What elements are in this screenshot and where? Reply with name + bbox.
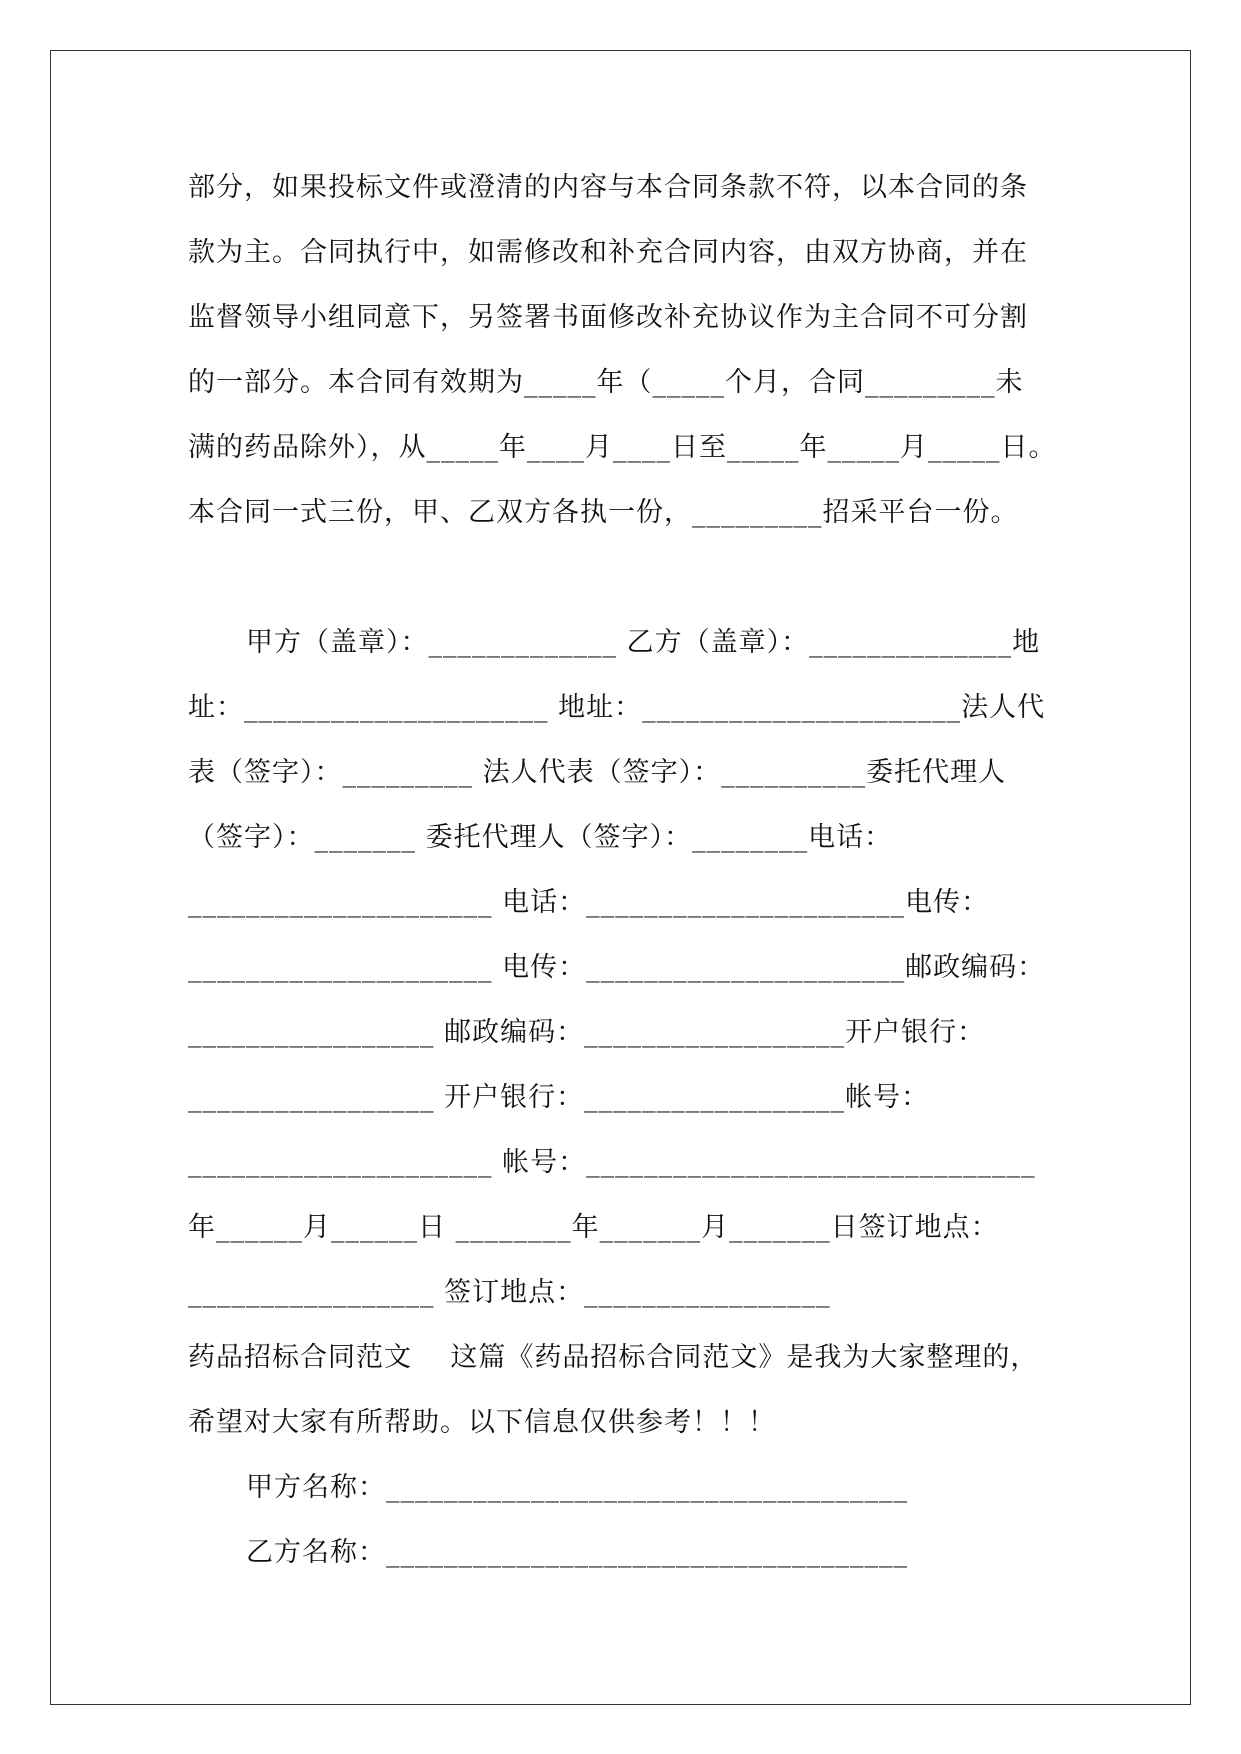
document-body [188, 155, 1058, 1585]
signature-line: （签字）：_______ 委托代理人（签字）：________电话： [188, 822, 893, 853]
signature-line: _________________ 邮政编码：__________________开户银行： [188, 1017, 986, 1048]
paragraph-line: 监督领导小组同意下，另签署书面修改补充协议作为主合同不可分割 [188, 302, 1028, 333]
signature-line: _________________ 签订地点：_________________ [188, 1277, 831, 1308]
signature-line: _____________________ 帐号：_______________________________ [188, 1147, 1036, 1178]
party-b-name-line: 乙方名称：____________________________________ [246, 1537, 908, 1568]
signature-line: _____________________ 电传：______________________邮政编码： [188, 952, 1046, 983]
section-heading-line: 药品招标合同范文 这篇《药品招标合同范文》是我为大家整理的， [188, 1342, 1039, 1373]
signature-line: 年______月______日 ________年_______月_______日签订地点： [188, 1212, 999, 1243]
paragraph-line: 希望对大家有所帮助。以下信息仅供参考！！！ [188, 1407, 776, 1438]
signature-line: _____________________ 电话：______________________电传： [188, 887, 990, 918]
signature-line: 址：_____________________ 地址：______________________法人代 [188, 692, 1046, 723]
signature-line: 表（签字）：_________ 法人代表（签字）：__________委托代理人 [188, 757, 1007, 788]
signature-line: _________________ 开户银行：__________________帐号： [188, 1082, 930, 1113]
party-a-name-line: 甲方名称：____________________________________ [246, 1472, 908, 1503]
paragraph-line: 部分，如果投标文件或澄清的内容与本合同条款不符，以本合同的条 [188, 172, 1028, 203]
paragraph-line: 本合同一式三份，甲、乙双方各执一份，_________招采平台一份。 [188, 497, 1019, 528]
paragraph-line: 款为主。合同执行中，如需修改和补充合同内容，由双方协商，并在 [188, 237, 1028, 268]
blank-line [188, 545, 1058, 610]
signature-line: 甲方（盖章）：_____________ 乙方（盖章）：______________地 [246, 627, 1041, 658]
paragraph-line: 满的药品除外），从_____年____月____日至_____年_____月_____日。 [188, 432, 1057, 463]
paragraph-line: 的一部分。本合同有效期为_____年（_____个月，合同_________未 [188, 367, 1024, 398]
